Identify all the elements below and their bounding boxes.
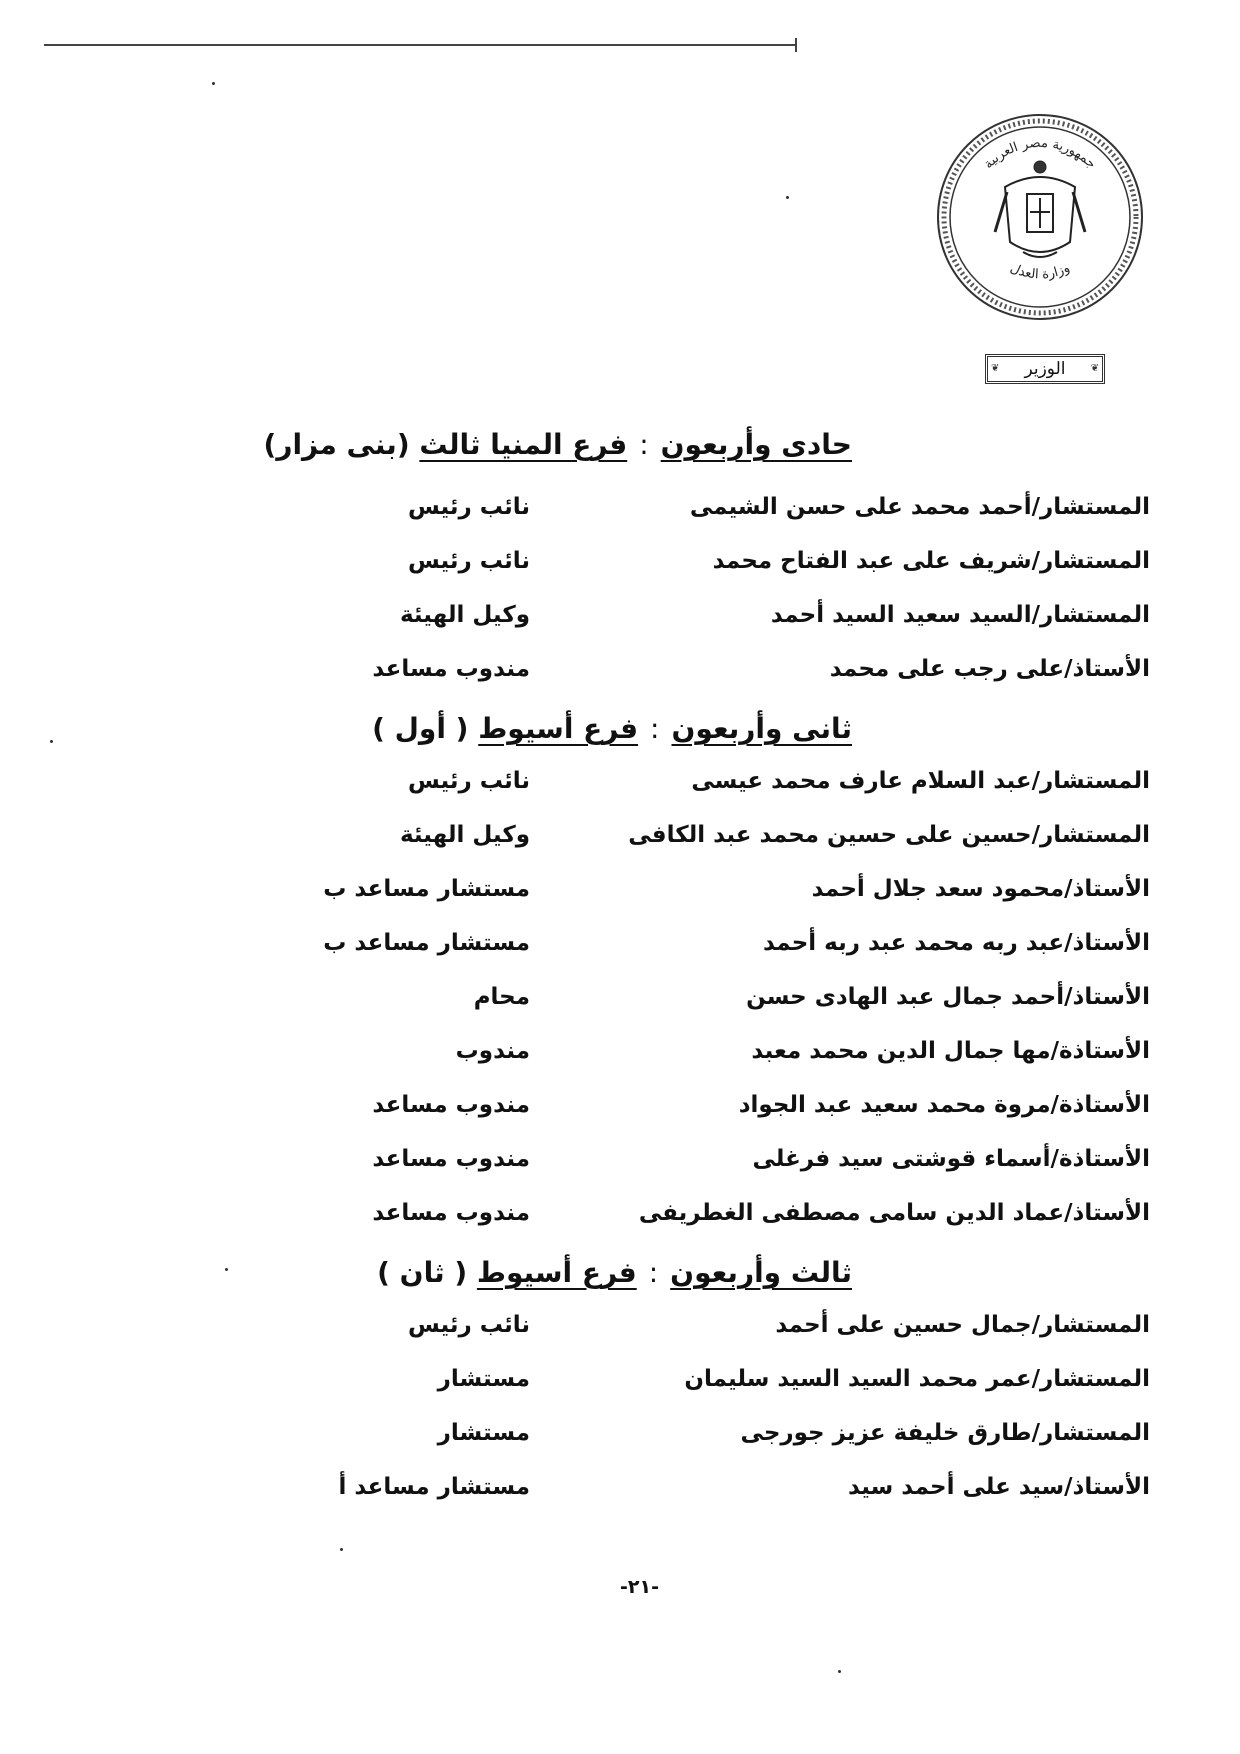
member-role: محام <box>473 984 530 1010</box>
scan-speck <box>212 82 215 85</box>
member-role: نائب رئيس <box>407 1312 530 1338</box>
member-role: مندوب مساعد <box>372 656 530 682</box>
header-rule-end <box>795 38 797 52</box>
list-item <box>150 1200 1150 1240</box>
list-item <box>150 822 1150 862</box>
header-rule <box>44 44 796 46</box>
member-role: مندوب مساعد <box>372 1092 530 1118</box>
list-item <box>150 768 1150 808</box>
list-item <box>150 1146 1150 1186</box>
section-suffix: ( ثان ) <box>377 1256 468 1289</box>
ornament-icon: ❦ <box>1090 363 1099 374</box>
member-name: المستشار/السيد سعيد السيد أحمد <box>770 602 1150 628</box>
scan-speck <box>225 1268 228 1271</box>
member-name: المستشار/عمر محمد السيد السيد سليمان <box>684 1366 1150 1392</box>
section-branch: فرع المنيا ثالث <box>419 428 628 461</box>
list-item <box>150 930 1150 970</box>
member-role: مستشار <box>437 1420 530 1446</box>
member-role: مستشار <box>437 1366 530 1392</box>
minister-label-box <box>985 354 1105 384</box>
minister-label: الوزير <box>1024 359 1066 379</box>
list-item <box>150 876 1150 916</box>
page-number: -٢١- <box>620 1576 659 1598</box>
scan-speck <box>786 196 789 199</box>
seal-top-text: جمهورية مصر العربية <box>981 135 1099 173</box>
list-item <box>150 602 1150 642</box>
member-name: الأستاذة/أسماء قوشتى سيد فرغلى <box>752 1146 1150 1172</box>
member-name: المستشار/عبد السلام عارف محمد عيسى <box>691 768 1150 794</box>
member-name: الأستاذ/عماد الدين سامى مصطفى الغطريفى <box>638 1200 1150 1226</box>
member-role: مندوب <box>455 1038 530 1064</box>
member-role: مستشار مساعد أ <box>338 1474 530 1500</box>
list-item <box>150 1420 1150 1460</box>
section-number: ثالث وأربعون <box>670 1256 852 1289</box>
ministry-seal-emblem <box>935 112 1145 322</box>
list-item <box>150 1366 1150 1406</box>
member-role: نائب رئيس <box>407 768 530 794</box>
member-role: وكيل الهيئة <box>399 602 530 628</box>
section-branch: فرع أسيوط <box>478 712 639 745</box>
member-role: مستشار مساعد ب <box>323 876 530 902</box>
list-item <box>150 984 1150 1024</box>
scan-speck <box>50 740 53 743</box>
ornament-icon: ❦ <box>991 363 1000 374</box>
member-name: الأستاذ/أحمد جمال عبد الهادى حسن <box>746 984 1150 1010</box>
member-name: المستشار/جمال حسين على أحمد <box>775 1312 1150 1338</box>
member-role: مستشار مساعد ب <box>323 930 530 956</box>
member-name: المستشار/حسين على حسين محمد عبد الكافى <box>628 822 1150 848</box>
member-name: الأستاذة/مروة محمد سعيد عبد الجواد <box>738 1092 1150 1118</box>
list-item <box>150 1092 1150 1132</box>
section-number: ثانى وأربعون <box>671 712 852 745</box>
member-role: مندوب مساعد <box>372 1146 530 1172</box>
member-name: الأستاذة/مها جمال الدين محمد معبد <box>751 1038 1150 1064</box>
list-item <box>150 494 1150 534</box>
member-name: الأستاذ/على رجب على محمد <box>829 656 1150 682</box>
eagle-icon <box>995 161 1085 257</box>
scan-speck <box>838 1670 841 1673</box>
section-branch: فرع أسيوط <box>476 1256 637 1289</box>
scan-speck <box>340 1548 343 1551</box>
member-name: الأستاذ/سيد على أحمد سيد <box>848 1474 1150 1500</box>
member-role: نائب رئيس <box>407 548 530 574</box>
member-name: المستشار/طارق خليفة عزيز جورجى <box>740 1420 1150 1446</box>
svg-text:وزارة العدل <box>1008 261 1072 283</box>
section-title: حادى وأربعون:فرع المنيا ثالث (بنى مزار) <box>263 428 852 461</box>
list-item <box>150 1474 1150 1514</box>
section-suffix: ( أول ) <box>372 712 469 745</box>
list-item <box>150 1038 1150 1078</box>
member-role: نائب رئيس <box>407 494 530 520</box>
section-title: ثالث وأربعون:فرع أسيوط ( ثان ) <box>377 1256 852 1289</box>
section-title: ثانى وأربعون:فرع أسيوط ( أول ) <box>372 712 852 745</box>
list-item <box>150 656 1150 696</box>
member-role: وكيل الهيئة <box>399 822 530 848</box>
section-number: حادى وأربعون <box>660 428 852 461</box>
member-name: الأستاذ/محمود سعد جلال أحمد <box>811 876 1150 902</box>
seal-bottom-text: وزارة العدل <box>1007 260 1073 283</box>
list-item <box>150 1312 1150 1352</box>
member-name: الأستاذ/عبد ربه محمد عبد ربه أحمد <box>762 930 1150 956</box>
member-role: مندوب مساعد <box>372 1200 530 1226</box>
section-suffix: (بنى مزار) <box>263 428 410 461</box>
list-item <box>150 548 1150 588</box>
member-name: المستشار/شريف على عبد الفتاح محمد <box>712 548 1150 574</box>
member-name: المستشار/أحمد محمد على حسن الشيمى <box>689 494 1150 520</box>
